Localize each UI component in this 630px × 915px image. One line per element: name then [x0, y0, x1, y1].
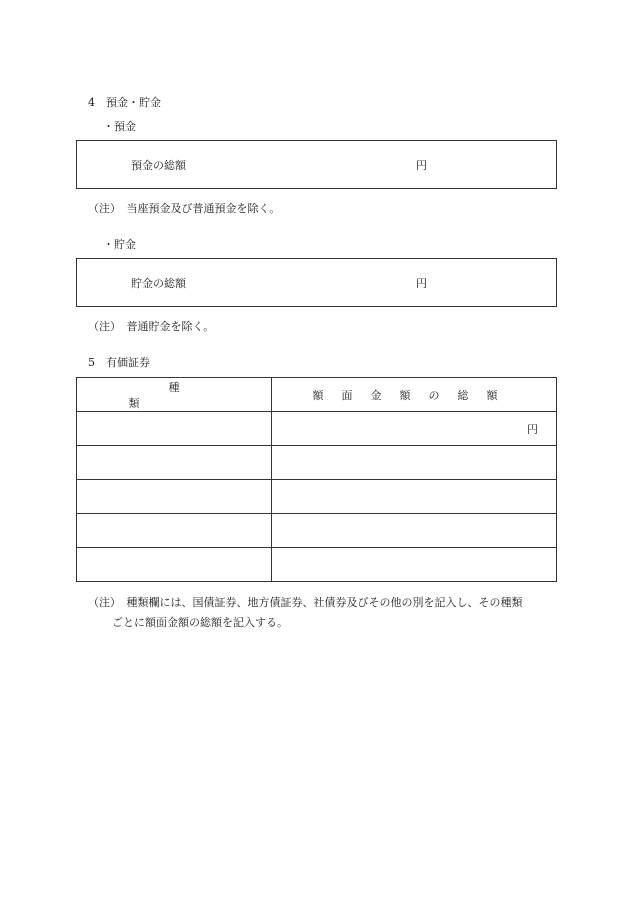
postal-savings-total-box — [76, 258, 557, 307]
securities-table — [76, 377, 557, 582]
securities-note-line-1: （注） 種類欄には、国債証券、地方債証券、社債券及びその他の別を記入し、その種類 — [88, 596, 523, 609]
amount-cell[interactable] — [272, 446, 557, 480]
amount-cell[interactable] — [272, 480, 557, 514]
savings-total-unit: 円 — [416, 159, 427, 172]
table-row — [77, 548, 557, 582]
postal-savings-note: （注） 普通貯金を除く。 — [88, 320, 215, 333]
yen-unit: 円 — [527, 422, 538, 436]
column-header-type: 種類 — [77, 378, 272, 412]
table-row — [77, 480, 557, 514]
table-row — [77, 412, 557, 446]
savings-total-label: 預金の総額 — [131, 159, 186, 172]
section-4-heading: 4 預金・貯金 — [88, 96, 161, 109]
savings-subheading: ・預金 — [103, 120, 136, 133]
postal-savings-total-unit: 円 — [416, 277, 427, 290]
type-cell[interactable] — [77, 412, 272, 446]
column-header-face-value-total: 額面金額の総額 — [272, 378, 557, 412]
savings-note: （注） 当座預金及び普通預金を除く。 — [88, 202, 281, 215]
securities-header-row — [77, 378, 557, 412]
table-row — [77, 514, 557, 548]
savings-total-box — [76, 140, 557, 189]
amount-cell[interactable] — [272, 412, 557, 446]
securities-note-line-2: ごとに額面金額の総額を記入する。 — [112, 616, 288, 629]
table-row — [77, 446, 557, 480]
type-cell[interactable] — [77, 548, 272, 582]
type-cell[interactable] — [77, 446, 272, 480]
section-5-heading: 5 有価証券 — [88, 356, 150, 369]
postal-savings-total-label: 貯金の総額 — [131, 277, 186, 290]
amount-cell[interactable] — [272, 548, 557, 582]
type-cell[interactable] — [77, 514, 272, 548]
amount-cell[interactable] — [272, 514, 557, 548]
type-cell[interactable] — [77, 480, 272, 514]
postal-savings-subheading: ・貯金 — [103, 238, 136, 251]
